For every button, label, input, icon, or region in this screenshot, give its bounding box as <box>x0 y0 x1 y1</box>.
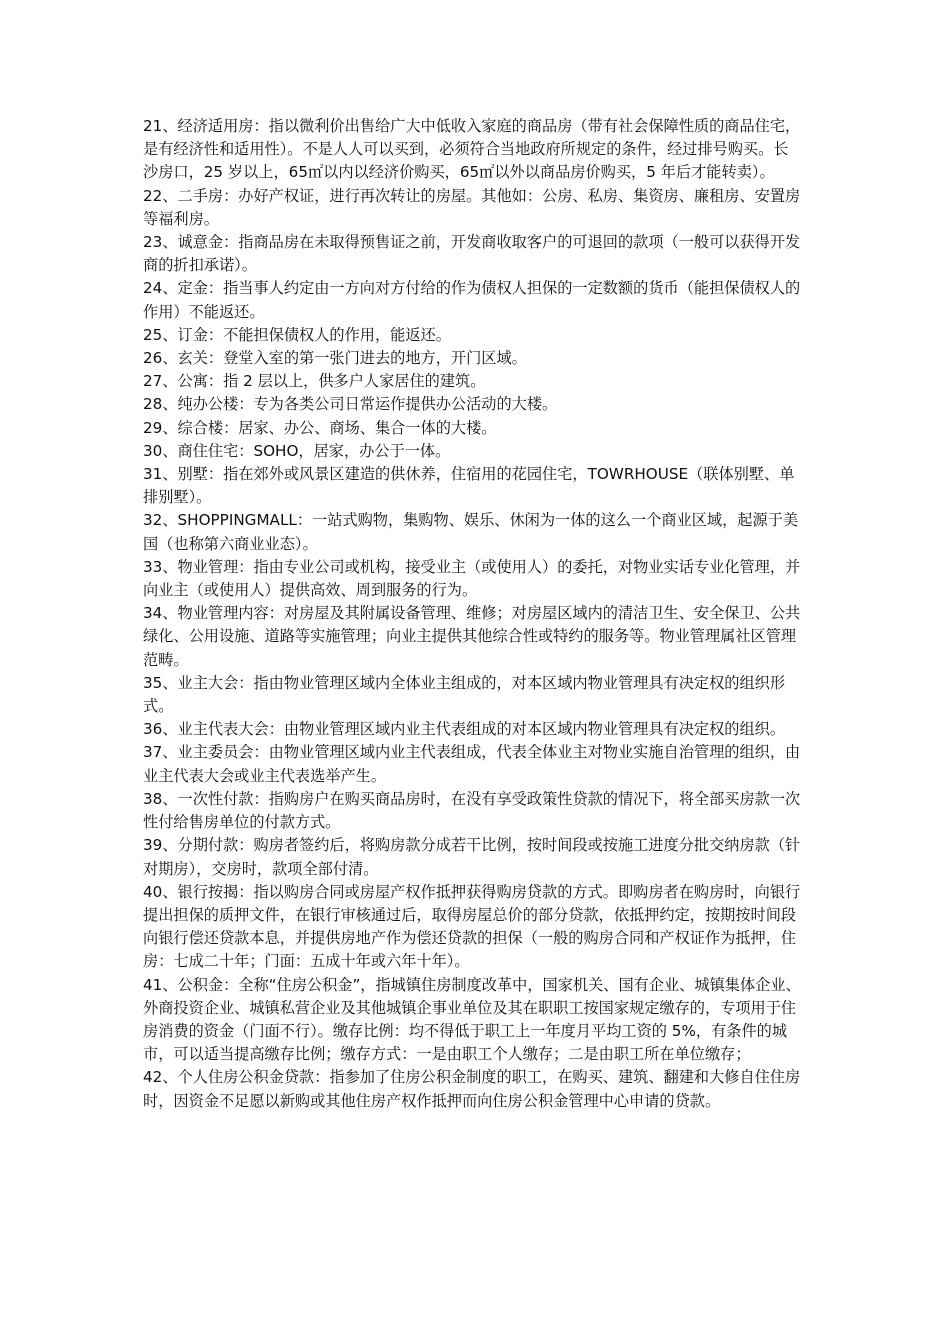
term-paragraph-37: 37、业主委员会：由物业管理区域内业主代表组成，代表全体业主对物业实施自治管理的组织，由业主代表大会或业主代表选举产生。 <box>143 743 801 785</box>
term-paragraph-30: 30、商住住宅：SOHO，居家，办公于一体。 <box>143 441 451 460</box>
term-paragraph-26: 26、玄关：登堂入室的第一张门进去的地方，开门区域。 <box>143 349 527 368</box>
term-paragraph-25: 25、订金：不能担保债权人的作用，能返还。 <box>143 325 451 344</box>
term-paragraph-38: 38、一次性付款：指购房户在购买商品房时，在没有享受政策性贷款的情况下，将全部买房款一次性付给售房单位的付款方式。 <box>143 789 801 832</box>
term-paragraph-40: 40、银行按揭：指以购房合同或房屋产权作抵押获得购房贷款的方式。即购房者在购房时，向银行提出担保的质押文件，在银行审核通过后，取得房屋总价的部分贷款，依抵押约定，按期按时间段向银行偿还贷款本息，并提供房地产作为偿还贷款的担保（一般的购房合同和产权证作为抵押，住房：七成二十年；门面：五成十年或六年十年）。 <box>143 882 801 971</box>
term-paragraph-27: 27、公寓：指 2 层以上，供多户人家居住的建筑。 <box>143 372 486 391</box>
term-paragraph-28: 28、纯办公楼：专为各类公司日常运作提供办公活动的大楼。 <box>143 395 558 414</box>
term-paragraph-33: 33、物业管理：指由专业公司或机构，接受业主（或使用人）的委托，对物业实话专业化管理，并向业主（或使用人）提供高效、周到服务的行为。 <box>143 557 801 600</box>
term-paragraph-32: 32、SHOPPINGMALL：一站式购物，集购物、娱乐、休闲为一体的这么一个商业区域，起源于美国（也称第六商业业态）。 <box>143 511 799 553</box>
term-paragraph-29: 29、综合楼：居家、办公、商场、集合一体的大楼。 <box>143 418 497 437</box>
term-paragraph-36: 36、业主代表大会：由物业管理区域内业主代表组成的对本区域内物业管理具有决定权的组织。 <box>143 720 786 739</box>
document-body <box>143 115 803 1113</box>
term-paragraph-24: 24、定金：指当事人约定由一方向对方付给的作为债权人担保的一定数额的货币（能担保债权人的作用）不能返还。 <box>143 279 801 321</box>
term-paragraph-35: 35、业主大会：指由物业管理区域内全体业主组成的，对本区域内物业管理具有决定权的组织形式。 <box>143 673 786 716</box>
term-paragraph-22: 22、二手房：办好产权证，进行再次转让的房屋。其他如：公房、私房、集资房、廉租房、安置房等福利房。 <box>143 186 801 228</box>
term-paragraph-39: 39、分期付款：购房者签约后，将购房款分成若干比例，按时间段或按施工进度分批交纳房款（针对期房），交房时，款项全部付清。 <box>143 836 801 878</box>
term-paragraph-34: 34、物业管理内容：对房屋及其附属设备管理、维修；对房屋区域内的清洁卫生、安全保卫、公共绿化、公用设施、道路等实施管理；向业主提供其他综合性或特约的服务等。物业管理属社区管理范畴。 <box>143 604 801 669</box>
term-paragraph-42: 42、个人住房公积金贷款：指参加了住房公积金制度的职工，在购买、建筑、翻建和大修自住住房时，因资金不足愿以新购或其他住房产权作抵押而向住房公积金管理中心申请的贷款。 <box>143 1068 801 1110</box>
term-paragraph-31: 31、别墅：指在郊外或风景区建造的供休养，住宿用的花园住宅，TOWRHOUSE（联体别墅、单排别墅）。 <box>143 465 795 507</box>
term-paragraph-21: 21、经济适用房：指以微利价出售给广大中低收入家庭的商品房（带有社会保障性质的商品住宅，是有经济性和适用性）。不是人人可以买到，必须符合当地政府所规定的条件，经过排号购买。长沙房口，25 岁以上，65㎡以内以经济价购买，65㎡以外以商品房价购买，5 年后才能转卖）。 <box>143 117 801 182</box>
term-paragraph-23: 23、诚意金：指商品房在未取得预售证之前，开发商收取客户的可退回的款项（一般可以获得开发商的折扣承诺）。 <box>143 233 801 275</box>
term-paragraph-41: 41、公积金：全称“住房公积金”，指城镇住房制度改革中，国家机关、国有企业、城镇集体企业、外商投资企业、城镇私营企业及其他城镇企事业单位及其在职职工按国家规定缴存的，专项用于住房消费的资金（门面不行）。缴存比例：均不得低于职工上一年度月平均工资的 5%，有条件的城市，可以适当提高缴存比例；缴存方式：一是由职工个人缴存；二是由职工所在单位缴存； <box>143 975 801 1064</box>
